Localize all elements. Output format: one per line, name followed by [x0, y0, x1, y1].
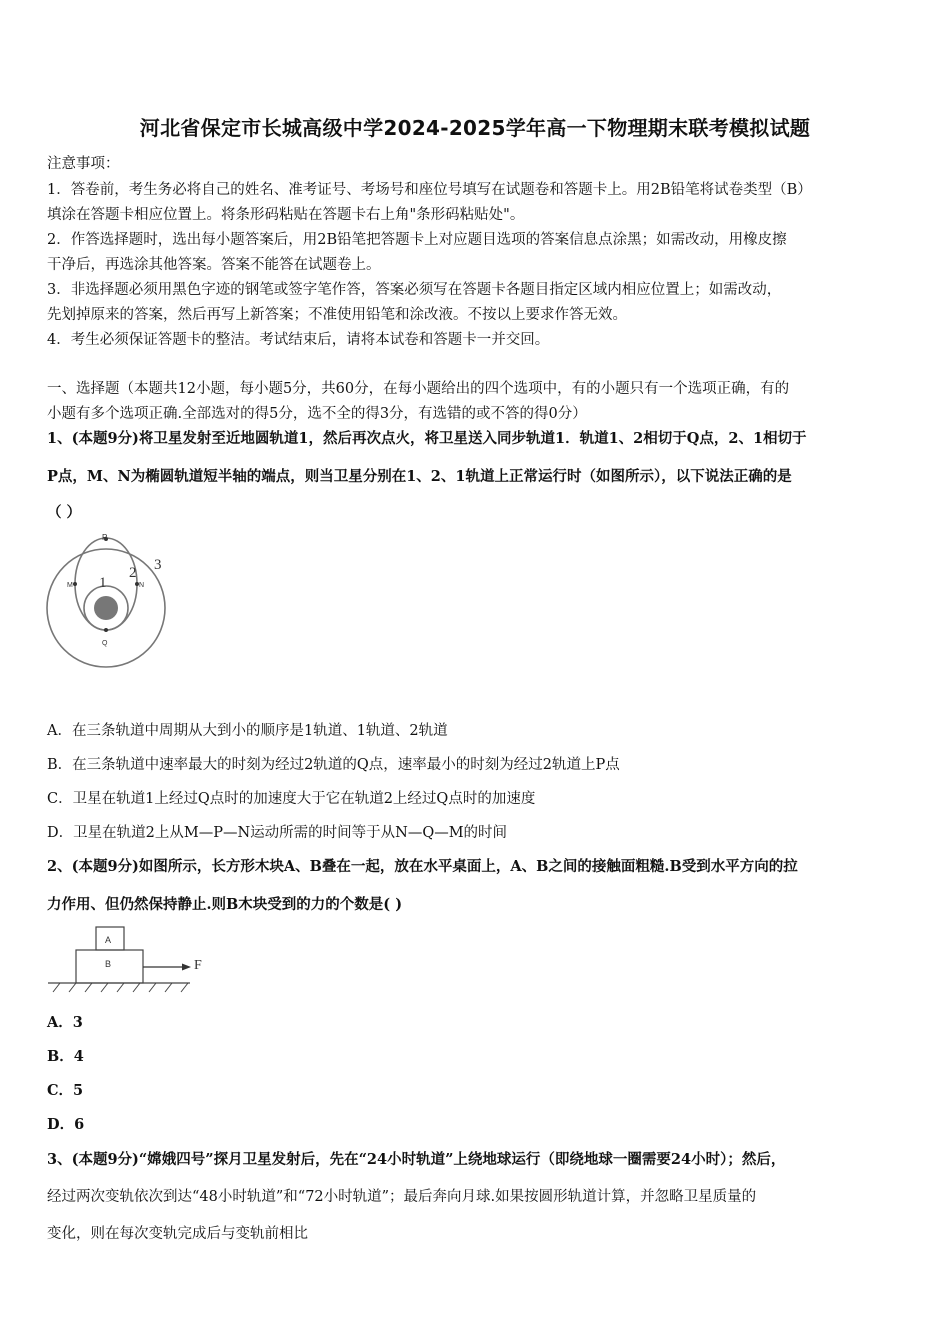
notice-line-2: 填涂在答题卡相应位置上。将条形码粘贴在答题卡右上角"条形码粘贴处"。	[47, 207, 525, 223]
label-orbit-3: 3	[154, 557, 162, 573]
q2-option-d: D．6	[47, 1116, 85, 1133]
q2-line-2: 力作用、但仍然保持静止.则B木块受到的力的个数是( )	[47, 896, 403, 913]
section1-line-2: 小题有多个选项正确.全部选对的得5分，选不全的得3分，有选错的或不答的得0分）	[47, 406, 587, 422]
force-arrowhead	[182, 964, 191, 971]
q1-option-d: D．卫星在轨道2上从M—P—N运动所需的时间等于从N—Q—M的时间	[47, 825, 508, 841]
q1-line-2: P点，M、N为椭圆轨道短半轴的端点，则当卫星分别在1、2、1轨道上正常运行时（如图所示），以下说法正确的是	[47, 468, 792, 485]
point-q-dot	[104, 628, 108, 632]
blocks-diagram	[44, 922, 214, 994]
ground-hatching	[53, 983, 188, 992]
earth-circle	[94, 596, 118, 620]
notice-line-5: 3．非选择题必须用黑色字迹的钢笔或签字笔作答，答案必须写在答题卡各题目指定区域内相应位置上；如需改动，	[47, 282, 782, 298]
q2-option-b: B．4	[47, 1048, 84, 1065]
q3-line-1: 3、(本题9分)“嫦娥四号”探月卫星发射后，先在“24小时轨道”上绕地球运行（即绕地球一圈需要24小时）；然后，	[47, 1151, 786, 1168]
q1-option-c: C．卫星在轨道1上经过Q点时的加速度大于它在轨道2上经过Q点时的加速度	[47, 791, 536, 807]
page-title: 河北省保定市长城高级中学2024-2025学年高一下物理期末联考模拟试题	[139, 116, 811, 140]
notice-line-4: 干净后，再选涂其他答案。答案不能答在试题卷上。	[47, 257, 381, 273]
q2-option-a: A．3	[47, 1014, 83, 1031]
label-orbit-2: 2	[129, 565, 137, 581]
q1-option-a: A．在三条轨道中周期从大到小的顺序是1轨道、1轨道、2轨道	[47, 723, 448, 739]
label-p: P	[102, 533, 108, 542]
notice-line-6: 先划掉原来的答案，然后再写上新答案；不准使用铅笔和涂改液。不按以上要求作答无效。	[47, 307, 627, 323]
label-block-b: B	[105, 959, 112, 969]
q1-option-b: B．在三条轨道中速率最大的时刻为经过2轨道的Q点，速率最小的时刻为经过2轨道上P点	[47, 757, 620, 773]
section1-line-1: 一、选择题（本题共12小题，每小题5分，共60分，在每小题给出的四个选项中，有的小题只有一个选项正确，有的	[47, 381, 790, 397]
notice-heading: 注意事项：	[47, 156, 120, 172]
label-n: N	[139, 582, 145, 589]
q3-line-3: 变化，则在每次变轨完成后与变轨前相比	[47, 1226, 308, 1242]
label-m: M	[67, 582, 73, 589]
point-m-dot	[73, 582, 77, 586]
q3-line-2: 经过两次变轨依次到达“48小时轨道”和“72小时轨道”；最后奔向月球.如果按圆形轨道计算，并忽略卫星质量的	[47, 1189, 757, 1205]
notice-line-3: 2．作答选择题时，选出每小题答案后，用2B铅笔把答题卡上对应题目选项的答案信息点涂黑；如需改动，用橡皮擦	[47, 232, 787, 248]
q1-line-3: （ ）	[47, 504, 82, 521]
q1-line-1: 1、(本题9分)将卫星发射至近地圆轨道1，然后再次点火，将卫星送入同步轨道1．轨道1、2相切于Q点，2、1相切于	[47, 430, 807, 447]
label-orbit-1: 1	[99, 575, 107, 591]
label-force-f: F	[194, 958, 202, 973]
orbit-diagram	[40, 530, 180, 675]
q2-line-1: 2、(本题9分)如图所示，长方形木块A、B叠在一起，放在水平桌面上，A、B之间的接触面粗糙.B受到水平方向的拉	[47, 858, 798, 875]
notice-line-7: 4．考生必须保证答题卡的整洁。考试结束后，请将本试卷和答题卡一并交回。	[47, 332, 550, 348]
notice-line-1: 1．答卷前，考生务必将自己的姓名、准考证号、考场号和座位号填写在试题卷和答题卡上。用2B铅笔将试卷类型（B）	[47, 182, 812, 198]
q2-option-c: C．5	[47, 1082, 84, 1099]
label-block-a: A	[105, 935, 112, 945]
label-q: Q	[102, 640, 108, 647]
